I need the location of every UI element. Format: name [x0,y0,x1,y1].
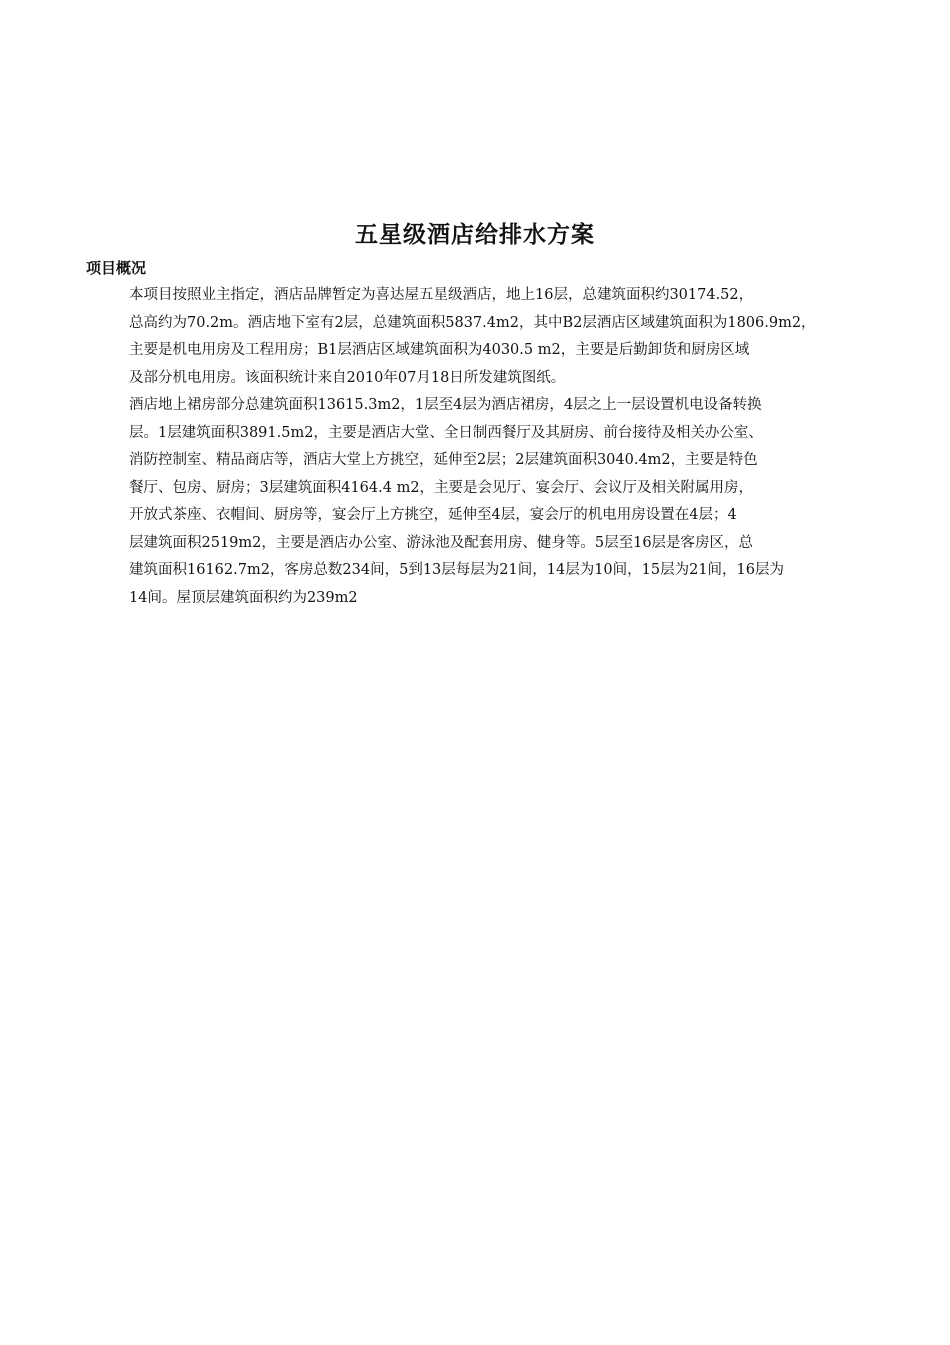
paragraph-line: 消防控制室、精品商店等，酒店大堂上方挑空，延伸至2层；2层建筑面积3040.4m2，主要是特色 [129,452,758,468]
paragraph-line: 及部分机电用房。该面积统计来自2010年07月18日所发建筑图纸。 [129,369,566,386]
paragraph-line: 层建筑面积2519m2，主要是酒店办公室、游泳池及配套用房、健身等。5层至16层是客房区，总 [129,534,754,551]
document-body [129,282,865,612]
paragraph-line: 层。1层建筑面积3891.5m2，主要是酒店大堂、全日制西餐厅及其厨房、前台接待及相关办公室、 [129,424,763,441]
paragraph-line: 酒店地上裙房部分总建筑面积13615.3m2，1层至4层为酒店裙房，4层之上一层设置机电设备转换 [129,397,762,413]
paragraph-line: 本项目按照业主指定，酒店品牌暂定为喜达屋五星级酒店，地上16层，总建筑面积约30174.52， [129,287,754,303]
paragraph-1 [129,282,865,392]
paragraph-line: 主要是机电用房及工程用房；B1层酒店区域建筑面积为4030.5 m2，主要是后勤卸货和厨房区域 [129,342,750,358]
paragraph-line: 开放式茶座、衣帽间、厨房等，宴会厅上方挑空，延伸至4层，宴会厅的机电用房设置在4层；4 [129,507,737,523]
paragraph-line: 建筑面积16162.7m2，客房总数234间，5到13层每层为21间，14层为10间，15层为21间，16层为 [129,562,784,578]
paragraph-line: 餐厅、包房、厨房；3层建筑面积4164.4 m2，主要是会见厅、宴会厅、会议厅及相关附属用房， [129,479,754,496]
paragraph-2 [129,392,865,612]
section-heading-project-overview: 项目概况 [86,259,147,277]
paragraph-line: 总高约为70.2m。酒店地下室有2层，总建筑面积5837.4m2，其中B2层酒店区域建筑面积为1806.9m2， [129,314,816,331]
document-title: 五星级酒店给排水方案 [355,222,595,248]
paragraph-line: 14间。屋顶层建筑面积约为239m2 [129,589,358,606]
